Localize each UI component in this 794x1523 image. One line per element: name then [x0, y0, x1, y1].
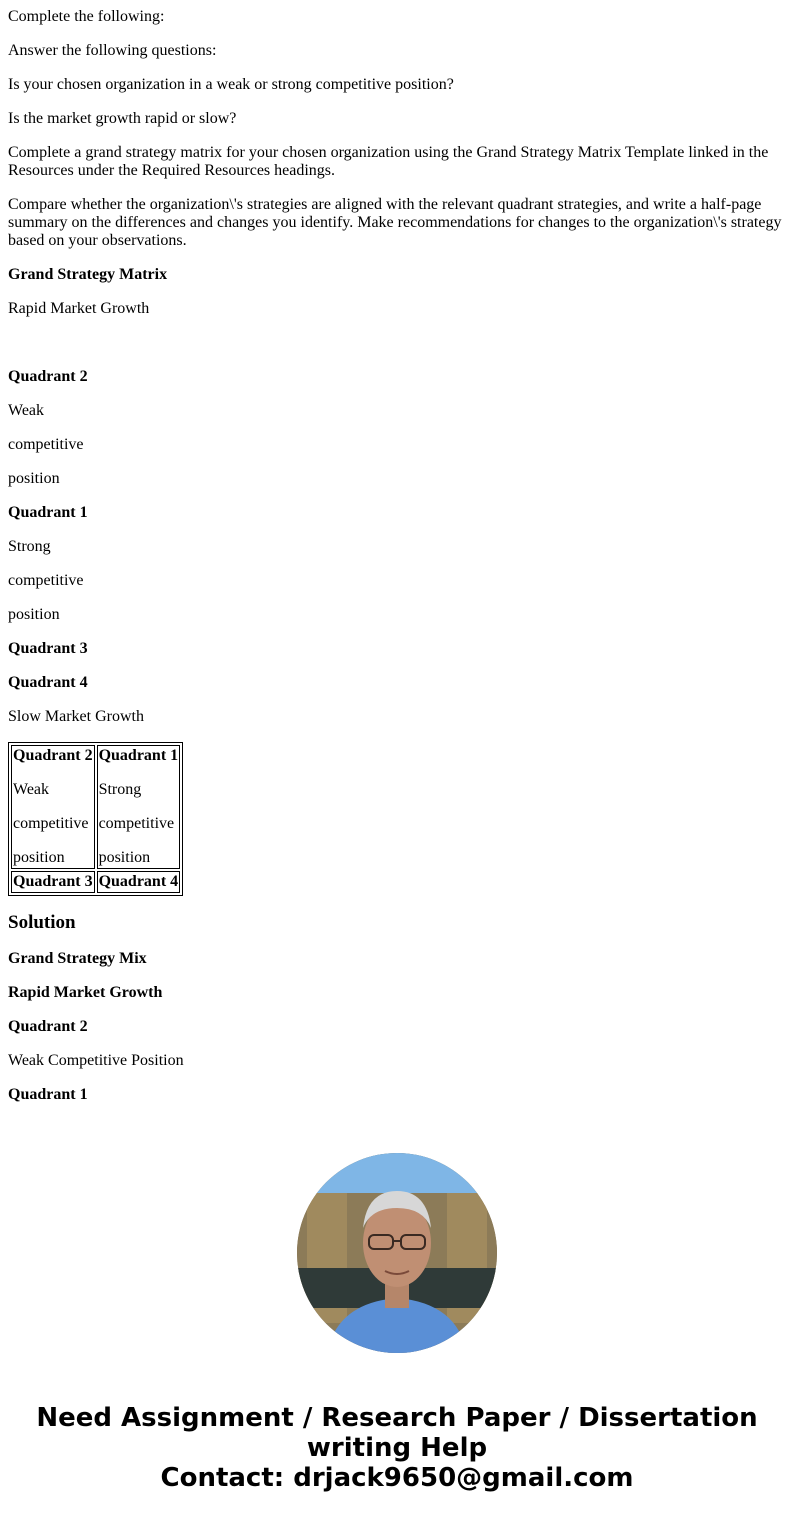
solution-quadrant-2-title: Quadrant 2: [8, 1018, 88, 1035]
task-compare-strategies: Compare whether the organization\'s strategies are aligned with the relevant quadrant strategies, and write a half-page summary on the differences and changes you identify. Make recommendations for changes to the organization\'s strategy based on your observations.: [8, 196, 782, 249]
matrix-top-axis-label: Rapid Market Growth: [8, 300, 150, 317]
matrix-quadrant-2-line: competitive: [8, 436, 84, 453]
solution-quadrant-1-title: Quadrant 1: [8, 1086, 88, 1103]
person-photo-icon: [297, 1153, 497, 1353]
solution-growth-label: Rapid Market Growth: [8, 984, 163, 1001]
matrix-quadrant-2-line: position: [8, 470, 60, 487]
matrix-quadrant-2-title: Quadrant 2: [8, 368, 88, 385]
cell-line: Weak: [13, 781, 50, 798]
matrix-title: Grand Strategy Matrix: [8, 266, 168, 283]
cell-title: Quadrant 3: [13, 873, 93, 890]
solution-heading: Solution: [8, 912, 76, 933]
cell-line: competitive: [13, 815, 89, 832]
cell-line: position: [13, 849, 65, 866]
cell-line: Strong: [98, 781, 142, 798]
matrix-bottom-axis-label: Slow Market Growth: [8, 708, 144, 725]
table-row: [11, 871, 180, 893]
questions-heading: Answer the following questions:: [8, 42, 217, 59]
instructions-heading: Complete the following:: [8, 8, 165, 25]
promo-headline: Need Assignment / Research Paper / Dissertation writing Help: [36, 1403, 758, 1463]
promo-banner: [0, 1403, 794, 1493]
table-cell-quadrant-1: [97, 745, 181, 869]
matrix-quadrant-2-line: Weak: [8, 402, 45, 419]
matrix-quadrant-4-title: Quadrant 4: [8, 674, 88, 691]
cell-line: position: [98, 849, 151, 866]
cell-title: Quadrant 4: [98, 873, 179, 890]
matrix-quadrant-1-title: Quadrant 1: [8, 504, 88, 521]
matrix-quadrant-3-title: Quadrant 3: [8, 640, 88, 657]
table-cell-quadrant-4: [97, 871, 181, 893]
question-market-growth: Is the market growth rapid or slow?: [8, 110, 237, 127]
matrix-quadrant-1-line: position: [8, 606, 60, 623]
blank-line: [8, 334, 786, 352]
table-cell-quadrant-2: [11, 745, 95, 869]
cell-line: competitive: [98, 815, 175, 832]
solution-title: Grand Strategy Mix: [8, 950, 147, 967]
strategy-matrix-table: [8, 742, 183, 896]
table-row: [11, 745, 180, 869]
question-competitive-position: Is your chosen organization in a weak or strong competitive position?: [8, 76, 454, 93]
author-avatar: [297, 1153, 497, 1353]
matrix-quadrant-1-line: competitive: [8, 572, 84, 589]
cell-title: Quadrant 2: [13, 747, 93, 764]
task-complete-matrix: Complete a grand strategy matrix for your chosen organization using the Grand Strategy Matrix Template linked in the Resources under the Required Resources headings.: [8, 144, 769, 179]
cell-title: Quadrant 1: [98, 747, 179, 764]
table-cell-quadrant-3: [11, 871, 95, 893]
solution-quadrant-2-desc: Weak Competitive Position: [8, 1052, 184, 1069]
promo-contact: Contact: drjack9650@gmail.com: [160, 1463, 634, 1493]
matrix-quadrant-1-line: Strong: [8, 538, 51, 555]
